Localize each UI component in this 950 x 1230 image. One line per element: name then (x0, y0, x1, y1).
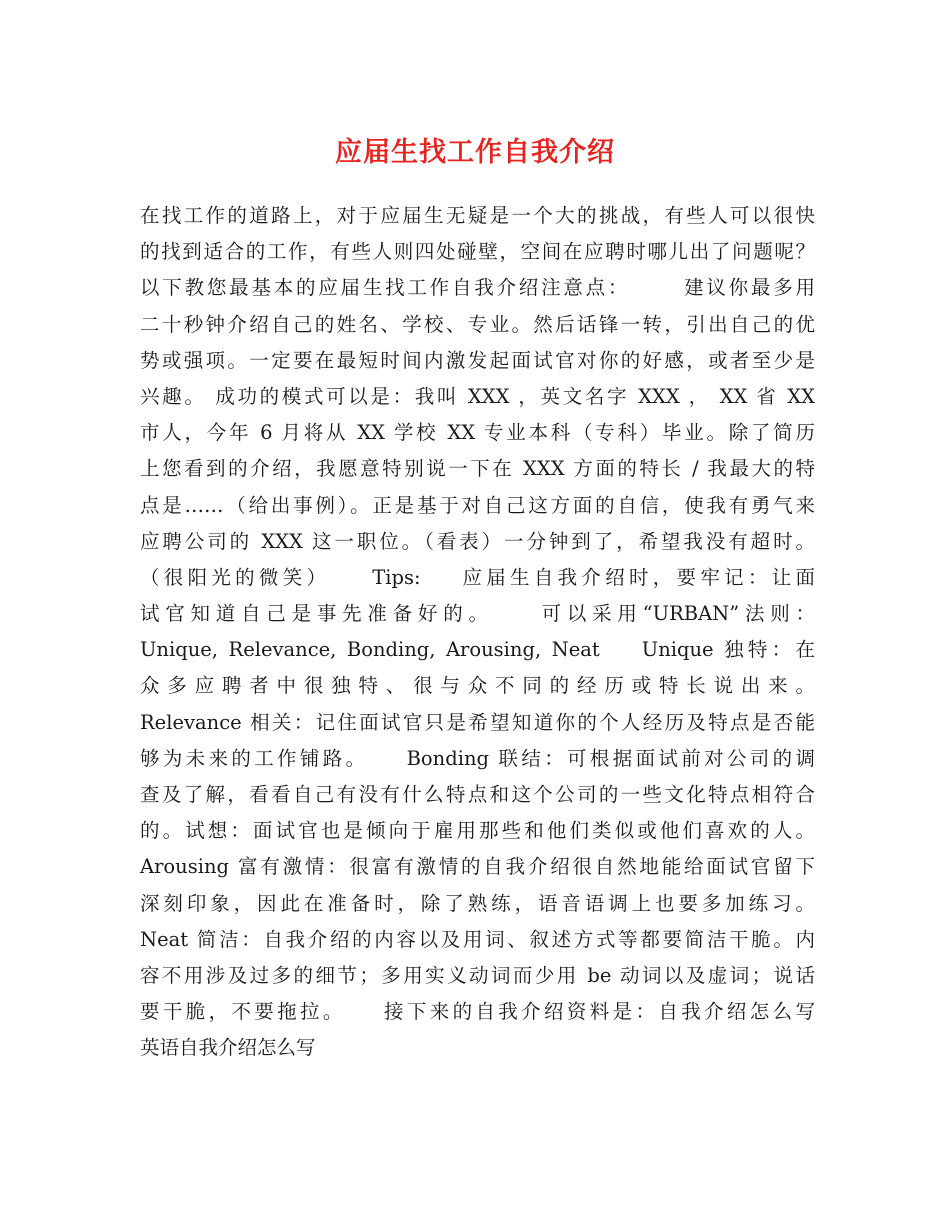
document-title: 应届生找工作自我介绍 (335, 137, 615, 168)
body-text-line: 二十秒钟介绍自己的姓名、学校、专业。然后话锋一转，引出自己的优 (140, 312, 815, 336)
body-text-line: Arousing 富有激情：很富有激情的自我介绍很自然地能给面试官留下 (140, 855, 815, 879)
body-text-line: 以下教您最基本的应届生找工作自我介绍注意点： 建议你最多用 (140, 276, 815, 300)
body-text-line: 市人，今年 6 月将从 XX 学校 XX 专业本科（专科）毕业。除了简历 (140, 421, 815, 445)
body-text-line: Neat 简洁：自我介绍的内容以及用词、叙述方式等都要简洁干脆。内 (140, 927, 815, 951)
body-text-line: 试官知道自己是事先准备好的。 可以采用“URBAN”法则： (140, 602, 815, 626)
document-body (140, 198, 815, 1067)
body-text-line: Unique, Relevance, Bonding, Arousing, Neat Unique 独特：在 (140, 638, 815, 662)
body-text-line: 上您看到的介绍，我愿意特别说一下在 XXX 方面的特长 / 我最大的特 (140, 457, 815, 481)
body-text-line: 的。试想：面试官也是倾向于雇用那些和他们类似或他们喜欢的人。 (140, 819, 815, 843)
body-text-line: 查及了解，看看自己有没有什么特点和这个公司的一些文化特点相符合 (140, 783, 815, 806)
body-text-line: 容不用涉及过多的细节；多用实义动词而少用 be 动词以及虚词；说话 (140, 963, 815, 987)
body-text-line: 深刻印象，因此在准备时，除了熟练，语音语调上也要多加练习。 (140, 891, 815, 915)
body-text-line: 英语自我介绍怎么写 (140, 1036, 316, 1060)
body-text-line: 兴趣。 成功的模式可以是：我叫 XXX ，英文名字 XXX ， XX 省 XX (140, 384, 815, 408)
body-text-line: 在找工作的道路上，对于应届生无疑是一个大的挑战，有些人可以很快 (140, 204, 815, 227)
body-text-line: 够为未来的工作铺路。 Bonding 联结：可根据面试前对公司的调 (140, 746, 815, 770)
body-text-line: （很阳光的微笑） Tips: 应届生自我介绍时，要牢记：让面 (140, 565, 815, 589)
body-text-line: 的找到适合的工作，有些人则四处碰壁，空间在应聘时哪儿出了问题呢？ (140, 240, 815, 264)
body-text-line: 势或强项。一定要在最短时间内激发起面试官对你的好感，或者至少是 (140, 348, 815, 372)
body-text-line: 众多应聘者中很独特、很与众不同的经历或特长说出来。 (140, 674, 815, 698)
body-text-line: 应聘公司的 XXX 这一职位。（看表）一分钟到了，希望我没有超时。 (140, 529, 815, 553)
body-text-line: 点是……（给出事例）。正是基于对自己这方面的自信，使我有勇气来 (140, 493, 815, 517)
body-text-line: 要干脆，不要拖拉。 接下来的自我介绍资料是：自我介绍怎么写 (140, 1000, 815, 1024)
body-text-line: Relevance 相关：记住面试官只是希望知道你的个人经历及特点是否能 (140, 710, 815, 734)
